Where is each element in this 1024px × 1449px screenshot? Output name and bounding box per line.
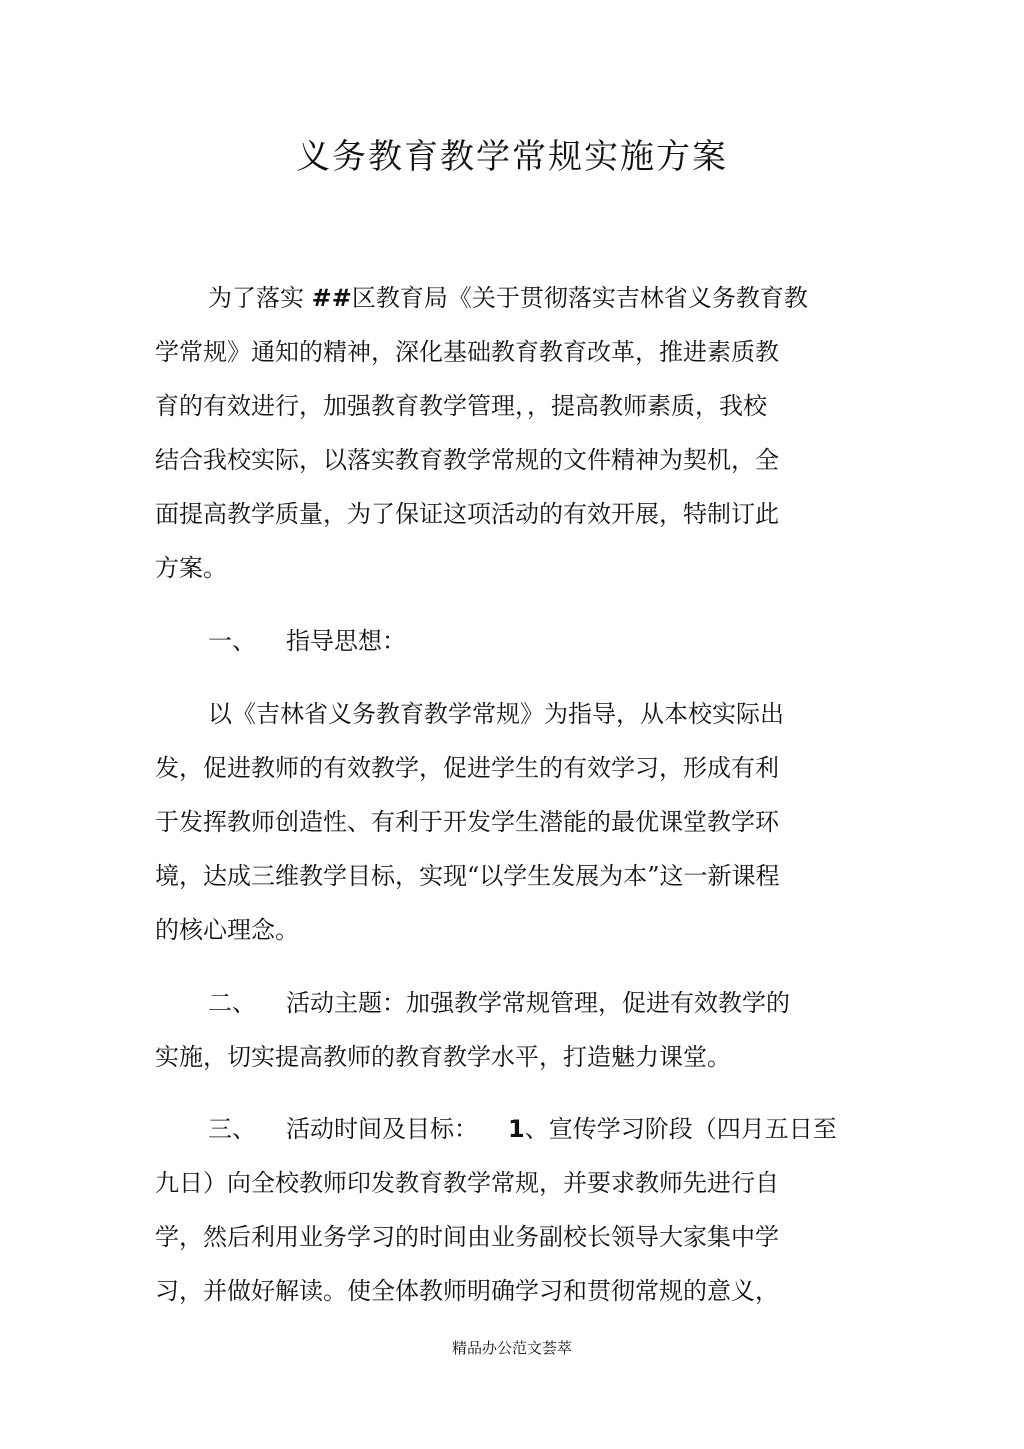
intro-line-5: 面提高教学质量，为了保证这项活动的有效开展，特制订此 bbox=[155, 500, 779, 528]
section-2-number: 二、 bbox=[208, 989, 256, 1017]
intro-line-6: 方案。 bbox=[155, 554, 227, 582]
intro-line-1 bbox=[208, 281, 808, 315]
section-2-text-1: 活动主题：加强教学常规管理，促进有效教学的 bbox=[286, 989, 790, 1017]
section-1-number: 一、 bbox=[208, 627, 256, 655]
section-3-item-number: 1 bbox=[508, 1115, 525, 1143]
guiding-line-1: 以《吉林省义务教育教学常规》为指导，从本校实际出 bbox=[208, 700, 784, 728]
section-3-line-1 bbox=[208, 1112, 837, 1146]
guiding-line-5: 的核心理念。 bbox=[155, 916, 299, 944]
page-footer: 精品办公范文荟萃 bbox=[451, 1339, 572, 1357]
section-3-title: 活动时间及目标： bbox=[286, 1115, 478, 1143]
intro-line-4: 结合我校实际，以落实教育教学常规的文件精神为契机，全 bbox=[155, 446, 779, 474]
intro-line-3: 育的有效进行，加强教育教学管理，，提高教师素质，我校 bbox=[155, 392, 767, 420]
intro-line-1-c: 区教育局《关于贯彻落实吉林省义务教育教 bbox=[351, 284, 808, 312]
section-2-line-1 bbox=[208, 986, 790, 1020]
section-1-title: 指导思想： bbox=[286, 627, 406, 655]
section-3-line-4: 习，并做好解读。使全体教师明确学习和贯彻常规的意义， bbox=[155, 1277, 779, 1305]
section-3-text-1: 、宣传学习阶段（四月五日至 bbox=[524, 1115, 837, 1143]
guiding-line-2: 发，促进教师的有效教学，促进学生的有效学习，形成有利 bbox=[155, 754, 779, 782]
guiding-line-4: 境，达成三维教学目标，实现“以学生发展为本”这一新课程 bbox=[155, 862, 780, 890]
section-1-heading bbox=[208, 624, 406, 658]
district-placeholder: ## bbox=[311, 284, 352, 312]
section-3-line-3: 学，然后利用业务学习的时间由业务副校长领导大家集中学 bbox=[155, 1223, 779, 1251]
document-title: 义务教育教学常规实施方案 bbox=[296, 137, 728, 177]
guiding-line-3: 于发挥教师创造性、有利于开发学生潜能的最优课堂教学环 bbox=[155, 808, 779, 836]
section-3-number: 三、 bbox=[208, 1115, 256, 1143]
intro-line-2: 学常规》通知的精神，深化基础教育教育改革，推进素质教 bbox=[155, 338, 779, 366]
section-2-line-2: 实施，切实提高教师的教育教学水平，打造魅力课堂。 bbox=[155, 1043, 731, 1071]
intro-line-1-a: 为了落实 bbox=[208, 284, 312, 312]
section-3-line-2: 九日）向全校教师印发教育教学常规，并要求教师先进行自 bbox=[155, 1169, 779, 1197]
